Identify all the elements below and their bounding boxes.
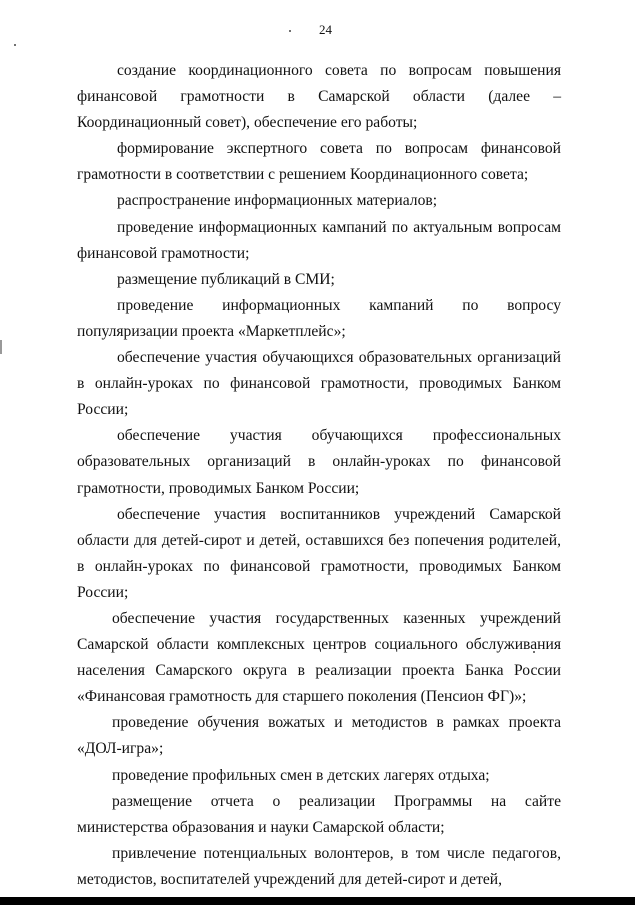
scan-speck (14, 44, 16, 46)
paragraph: привлечение потенциальных волонтеров, в том числе педагогов, методистов, воспитателей учреждений для детей-сирот и детей, (77, 844, 561, 888)
paragraph: формирование экспертного совета по вопросам финансовой грамотности в соответствии с решением Координационного совета; (77, 140, 561, 184)
paragraph: размещение отчета о реализации Программы на сайте министерства образования и науки Самарской области; (77, 792, 561, 836)
paragraph: создание координационного совета по вопросам повышения финансовой грамотности в Самарской области (далее – Координационный совет), обеспечение его работы; (77, 62, 561, 132)
scan-edge-mark (0, 340, 2, 354)
paragraph: распространение информационных материалов; (117, 192, 438, 210)
paragraph: обеспечение участия обучающихся профессиональных образовательных организаций в онлайн-уроках по финансовой грамотности, проводимых Банком России; (77, 427, 561, 497)
paragraph: проведение профильных смен в детских лагерях отдыха; (112, 766, 490, 784)
page-number: 24 (319, 22, 332, 37)
scan-bottom-border (0, 897, 635, 905)
paragraph: проведение информационных кампаний по вопросу популяризации проекта «Маркетплейс»; (77, 296, 561, 340)
paragraph: обеспечение участия обучающихся образовательных организаций в онлайн-уроках по финансовой грамотности, проводимых Банком России; (77, 349, 561, 419)
paragraph: обеспечение участия государственных казенных учреждений Самарской области комплексных центров социального обслуживания населения Самарского округа в реализации проекта Банка России «Финансовая грамотность для старшего поколения (Пенсион ФГ)»; (77, 609, 561, 706)
paragraph: проведение информационных кампаний по актуальным вопросам финансовой грамотности; (77, 218, 561, 262)
paragraph: размещение публикаций в СМИ; (117, 270, 335, 288)
scan-speck (289, 30, 291, 32)
body-text (77, 58, 561, 893)
paragraph: обеспечение участия воспитанников учреждений Самарской области для детей-сирот и детей, оставшихся без попечения родителей, в онлайн-уроках по финансовой грамотности, проводимых Банком России; (77, 505, 561, 601)
paragraph: проведение обучения вожатых и методистов в рамках проекта «ДОЛ-игра»; (77, 714, 561, 758)
